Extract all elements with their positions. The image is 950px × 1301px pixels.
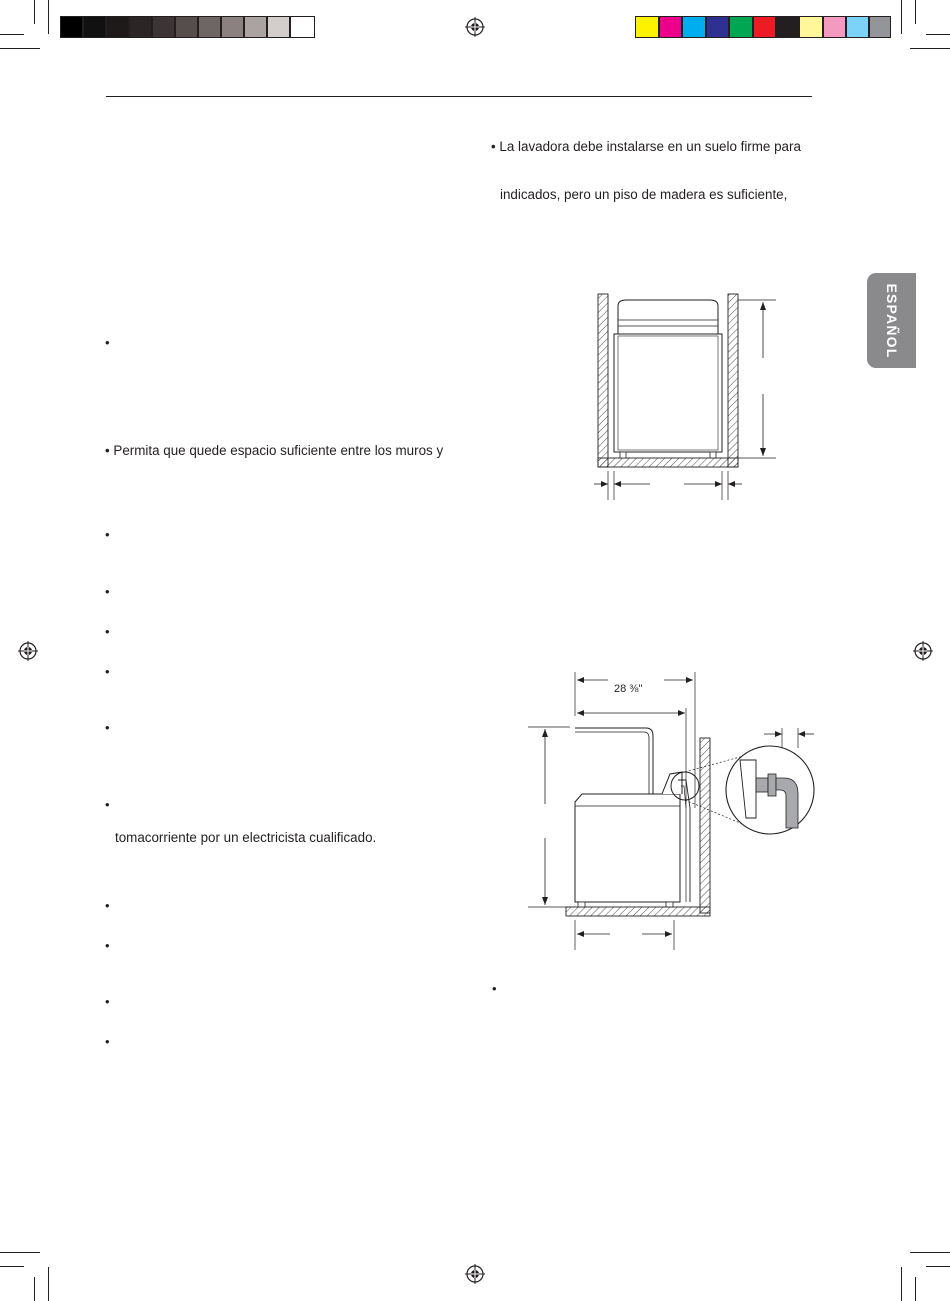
- color-swatch: [753, 16, 776, 38]
- gray-swatch: [60, 16, 83, 38]
- depth-dimension-label: 28 ⅜": [614, 683, 643, 695]
- gray-swatch: [152, 16, 175, 38]
- floor-line-1: • La lavadora debe instalarse en un suelo firme para: [491, 139, 801, 154]
- language-tab-label: ESPAÑOL: [883, 282, 900, 359]
- gray-swatch: [267, 16, 290, 38]
- gray-swatch: [129, 16, 152, 38]
- gray-swatch: [198, 16, 221, 38]
- gray-swatch: [290, 16, 315, 38]
- bullet: •: [105, 797, 110, 812]
- bullet: •: [105, 938, 110, 953]
- bullet: •: [105, 527, 110, 542]
- bullet: •: [105, 994, 110, 1009]
- gray-swatch: [221, 16, 244, 38]
- color-swatch: [869, 16, 891, 38]
- header-rule: [106, 96, 812, 97]
- registration-target-icon: [913, 641, 933, 661]
- gray-swatch: [244, 16, 267, 38]
- bullet: •: [105, 898, 110, 913]
- gray-swatch: [83, 16, 106, 38]
- bullet: •: [105, 720, 110, 735]
- color-swatch: [729, 16, 753, 38]
- side-clearance-diagram: [520, 668, 820, 953]
- color-swatch: [706, 16, 729, 38]
- bullet: •: [105, 624, 110, 639]
- color-swatch: [659, 16, 682, 38]
- gray-swatch: [175, 16, 198, 38]
- bullet: •: [105, 664, 110, 679]
- front-clearance-diagram: [580, 288, 780, 503]
- registration-target-icon: [465, 1264, 485, 1284]
- bullet: •: [492, 981, 497, 996]
- color-swatch: [799, 16, 823, 38]
- bullet: •: [105, 1034, 110, 1049]
- language-tab: [867, 273, 916, 368]
- color-swatch: [846, 16, 869, 38]
- permita-line: • Permita que quede espacio suficiente entre los muros y: [105, 443, 444, 458]
- floor-line-2: indicados, pero un piso de madera es suficiente,: [500, 187, 788, 202]
- registration-target-icon: [18, 641, 38, 661]
- color-swatch: [682, 16, 706, 38]
- color-swatch: [776, 16, 799, 38]
- registration-target-icon: [465, 17, 485, 37]
- tomacorriente-line: tomacorriente por un electricista cualificado.: [115, 830, 377, 845]
- color-swatch: [635, 16, 659, 38]
- bullet: •: [105, 335, 110, 350]
- color-swatch: [823, 16, 846, 38]
- gray-swatch: [106, 16, 129, 38]
- bullet: •: [105, 584, 110, 599]
